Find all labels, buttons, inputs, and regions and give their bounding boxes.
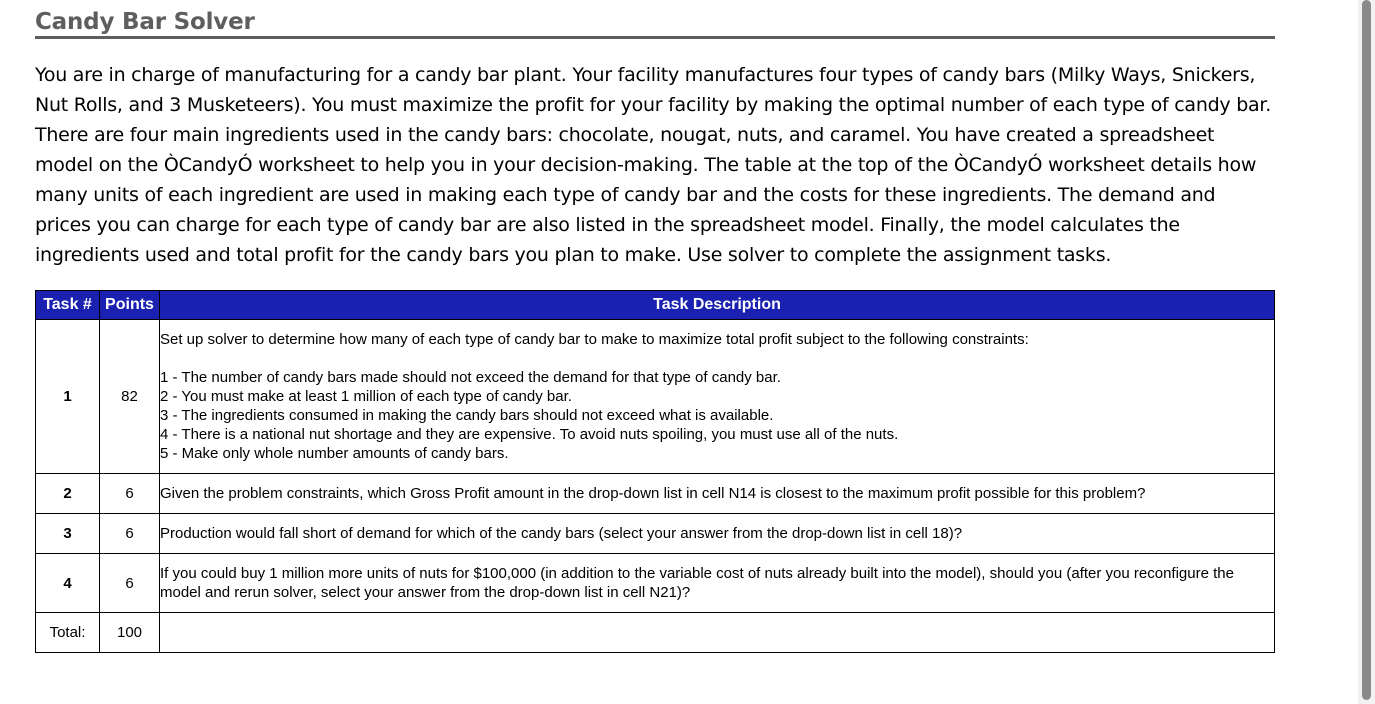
task-description: Production would fall short of demand for which of the candy bars (select your answer from the drop-down list in cell 18)? [160, 514, 1275, 554]
header-points: Points [100, 291, 160, 320]
table-header-row [36, 291, 1275, 320]
task-description: If you could buy 1 million more units of nuts for $100,000 (in addition to the variable cost of nuts already built into the model), should you (after you reconfigure the model and rerun solver, select your answer from the drop-down list in cell N21)? [160, 554, 1275, 613]
constraint-item: 3 - The ingredients consumed in making the candy bars should not exceed what is available. [160, 407, 774, 424]
task-number: 1 [36, 320, 100, 474]
task-description [160, 320, 1275, 474]
header-description: Task Description [160, 291, 1275, 320]
task-number: 3 [36, 514, 100, 554]
intro-paragraph: You are in charge of manufacturing for a candy bar plant. Your facility manufactures four types of candy bars (Milky Ways, Snickers, Nut Rolls, and 3 Musketeers). You must maximize the profit for your facility by making the optimal number of each type of candy bar. There are four main ingredients used in the candy bars: chocolate, nougat, nuts, and caramel. You have created a spreadsheet model on the ÒCandyÓ worksheet to help you in your decision-making. The table at the top of the ÒCandyÓ worksheet details how many units of each ingredient are used in making each type of candy bar and the costs for these ingredients. The demand and prices you can charge for each type of candy bar are also listed in the spreadsheet model. Finally, the model calculates the ingredients used and total profit for the candy bars you plan to make. Use solver to complete the assignment tasks. [35, 64, 1272, 266]
task-table [35, 290, 1275, 653]
task-number: 4 [36, 554, 100, 613]
constraint-item: 2 - You must make at least 1 million of each type of candy bar. [160, 388, 572, 405]
constraint-item: 4 - There is a national nut shortage and they are expensive. To avoid nuts spoiling, you must use all of the nuts. [160, 426, 899, 443]
task-description: Given the problem constraints, which Gross Profit amount in the drop-down list in cell N14 is closest to the maximum profit possible for this problem? [160, 474, 1275, 514]
page-title: Candy Bar Solver [35, 8, 1275, 39]
task-points: 6 [100, 514, 160, 554]
task-points: 6 [100, 474, 160, 514]
constraint-item: 1 - The number of candy bars made should not exceed the demand for that type of candy bar. [160, 369, 781, 386]
table-row [36, 474, 1275, 514]
total-row [36, 613, 1275, 653]
total-label: Total: [36, 613, 100, 653]
vertical-scrollbar[interactable] [1358, 0, 1375, 704]
task-points: 6 [100, 554, 160, 613]
header-task-num: Task # [36, 291, 100, 320]
task-number: 2 [36, 474, 100, 514]
constraint-item: 5 - Make only whole number amounts of candy bars. [160, 445, 509, 462]
scrollbar-thumb[interactable] [1362, 0, 1371, 700]
total-description-empty [160, 613, 1275, 653]
task-1-intro: Set up solver to determine how many of each type of candy bar to make to maximize total profit subject to the following constraints: [160, 331, 1029, 348]
total-points: 100 [100, 613, 160, 653]
table-row [36, 514, 1275, 554]
table-row [36, 320, 1275, 474]
task-points: 82 [100, 320, 160, 474]
table-row [36, 554, 1275, 613]
